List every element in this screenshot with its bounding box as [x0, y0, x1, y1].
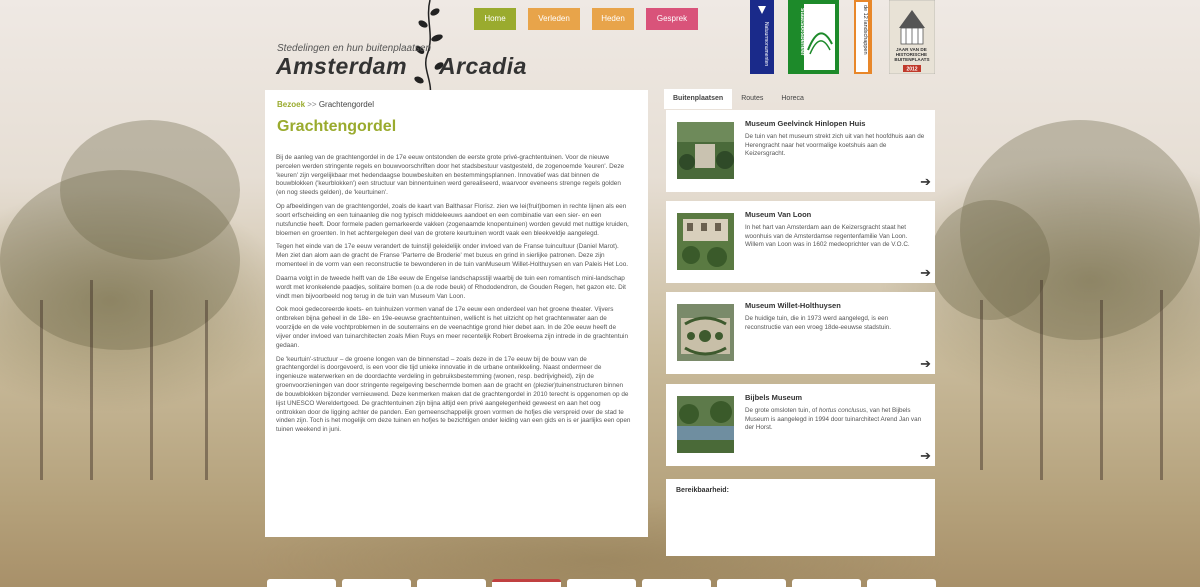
card-title: Bijbels Museum — [745, 393, 803, 402]
landschappen-banner[interactable] — [854, 0, 872, 74]
arrow-right-icon[interactable]: ➔ — [920, 265, 931, 280]
sidebar-tabs — [664, 89, 813, 109]
footer-tab[interactable] — [792, 579, 861, 587]
article-paragraph: Op afbeeldingen van de grachtengordel, zoals de kaart van Balthasar Florisz. zien we lei(fruit)bomen in rechte lijnen als een soort erfscheiding en een tuinaanleg die nog typisch middeleeuws aandoet en een combinatie van een sier- en een nutsfunctie heeft. Door formele paden gemarkeerde vakken (zogenaamde knopentuinen) worden gevuld met nuttige kruiden, bloemen en groenten. In het achtergelegen deel van de grotere keurtuinen wordt vaak een bleekveldje aangelegd. — [276, 203, 629, 237]
breadcrumb-separator: >> — [307, 100, 317, 109]
banner-year: 2012 — [906, 66, 918, 73]
nav-gesprek-button[interactable]: Gesprek — [646, 8, 698, 30]
arrow-right-icon[interactable]: ➔ — [920, 174, 931, 189]
svg-text:JAAR VAN DE HISTORISCHE: JAAR VAN DE HISTORISCHE BUITENPLAATS — [894, 47, 930, 62]
accessibility-label: Bereikbaarheid: — [676, 487, 729, 494]
garden-photo-thumbnail — [677, 304, 734, 361]
card-geelvinck[interactable] — [666, 110, 935, 192]
breadcrumb-current: Grachtengordel — [318, 100, 374, 109]
breadcrumb — [277, 100, 374, 109]
card-text: De grote omsloten tuin, of hortus conclusus, van het Bijbels Museum is aangelegd in 1994 door tuinarchitect Arend Jan van der Horst. — [745, 407, 922, 431]
article-paragraph: Daarna volgt in de tweede helft van de 18e eeuw de Engelse landschapsstijl waarbij de tuin een romantisch mini-landschap wordt met kronkelende paadjes, solitaire bomen (o.a de rode beuk) of Rhododendron, de Gouden Regen, het gazon etc. Dit vindt men bijvoorbeeld nog terug in de tuin van Museum Van Loon. — [276, 274, 626, 300]
article-paragraph: Bij de aanleg van de grachtengordel in de 17e eeuw ontstonden de eerste grote privé-grachtentuinen. Voor de nieuwe percelen werden stringente regels en bouwvoorschriften door het stadsbestuur vastgesteld, de zogenoemde 'keuren'. Deze 'keuren' zijn vergelijkbaar met hedendaagse bouwbesluiten en bestemmingsplannen. Innovatief was dat binnen de bouwblokken ('keurblokken') een structuur van binnentuinen werd gerealiseerd, waarvoor eveneens strenge regels golden (en nog steeds gelden), de 'keurtuinen'. — [276, 154, 625, 197]
card-van-loon[interactable] — [666, 201, 935, 283]
tab-horeca[interactable]: Horeca — [781, 95, 804, 102]
garden-photo-thumbnail — [677, 122, 734, 179]
historische-buitenplaats-banner[interactable] — [889, 0, 935, 74]
footer-tab[interactable] — [342, 579, 411, 587]
breadcrumb-link-bezoek[interactable]: Bezoek — [277, 100, 306, 109]
nav-home-button[interactable]: Home — [474, 8, 516, 30]
natuurmonumenten-label: Natuurmonumenten — [763, 22, 769, 67]
natuurmonumenten-banner[interactable] — [750, 0, 774, 74]
card-text: De huidige tuin, die in 1973 werd aangelegd, is een reconstructie van een vroeg 18de-eeuwse stadstuin. — [745, 315, 891, 331]
article-paragraph: Ook mooi gedecoreerde koets- en tuinhuizen vormen vanaf de 17e eeuw een onderdeel van het groene theater. Vijvers ontbreken bijna geheel in de 18e- en 19e-eeuwse grachtentuinen, wellicht is het uitzicht op het grachtenwater aan de voorzijde en de vele vochtproblemen in de souterrains en de veenachtige grond hier debet aan. In de 20e eeuw heeft de vijver onder invloed van tuinarchitecten zoals Mien Ruys en meer recentelijk Robert Broekema zijn intrede in de grachtentuin gedaan. — [276, 306, 629, 349]
card-title: Museum Willet-Holthuysen — [745, 301, 841, 310]
card-title: Museum Van Loon — [745, 210, 812, 219]
article-paragraph: Tegen het einde van de 17e eeuw verandert de tuinstijl geleidelijk onder invloed van de Franse tuincultuur (Daniel Marot). Men ziet dan alom aan de gracht de Franse 'Parterre de Broderie' met buxus en grind in sierlijke patronen. Deze zijn momenteel in de vorm van een reconstructie te bewonderen in de tuin vanMuseum Willet-Holthuysen en van Paleis Het Loo. — [276, 243, 629, 269]
footer-tabs — [267, 579, 936, 587]
accessibility-panel — [666, 479, 935, 556]
page-title: Grachtengordel — [277, 118, 397, 135]
staatsbosbeheer-label: staatsbosbeheer — [799, 8, 805, 56]
arrow-right-icon[interactable]: ➔ — [920, 356, 931, 371]
article-paragraph: De 'keurtuin'-structuur – de groene longen van de binnenstad – zoals deze in de 17e eeuw bij de bouw van de grachtengordel is doorgevoerd, is een voor die tijd unieke innovatie in de urbane ontwikkeling. Naast ondermeer de ingenieuze waterwerken en de doordachte verdeling in gebruiksbestemming (wonen, resp. bedrijvigheid), zijn de groenvoorzieningen van door stringente regelgeving beschermde bomen aan de gracht en (plezier)tuinenstructuren binnen de bouwblokken bijzonder vernieuwend. Deze kenmerken maken dat de grachtengordel in 2010 terecht is opgenomen op de lijst UNESCO Wereldertgoed. De grachtentuinen zijn bijna altijd een privé aangelegenheid geweest en aan het oog onttrokken door de ligging achter de panden. Een gemeenschappelijk groen vormen de hofjes die verspreid over de stad te vinden zijn. Toch is het mogelijk om deze tuinen en hofjes te bezichtigen onder leiding van een gids en is er jaarlijks een open tuinen weekend in juni. — [276, 355, 631, 434]
nav-verleden-button[interactable]: Verleden — [528, 8, 580, 30]
footer-tab[interactable] — [567, 579, 636, 587]
footer-tab[interactable] — [492, 579, 561, 587]
garden-photo-thumbnail — [677, 396, 734, 453]
site-title-right[interactable]: Arcadia — [439, 53, 527, 79]
site-title-left[interactable]: Amsterdam — [276, 53, 408, 79]
site-tagline: Stedelingen en hun buitenplaatsen — [277, 43, 432, 54]
footer-tab[interactable] — [867, 579, 936, 587]
article-body — [276, 154, 631, 440]
card-willet-holthuysen[interactable] — [666, 292, 935, 374]
card-bijbels-museum[interactable] — [666, 384, 935, 466]
card-text: De tuin van het museum strekt zich uit van het hoofdhuis aan de Herengracht naar het voormalige koetshuis aan de Keizersgracht. — [745, 133, 925, 157]
card-text: In het hart van Amsterdam aan de Keizersgracht staat het woonhuis van de Amsterdamse regentenfamilie Van Loon. Willem van Loon was in 1602 medeoprichter van de V.O.C. — [745, 224, 910, 248]
footer-tab[interactable] — [642, 579, 711, 587]
landschappen-label: de 12 landschappen — [862, 5, 868, 55]
tab-buitenplaatsen[interactable]: Buitenplaatsen — [664, 89, 732, 109]
staatsbosbeheer-banner[interactable] — [788, 0, 839, 74]
tab-routes[interactable]: Routes — [741, 95, 764, 102]
footer-tab[interactable] — [267, 579, 336, 587]
footer-tab[interactable] — [417, 579, 486, 587]
card-title: Museum Geelvinck Hinlopen Huis — [745, 119, 866, 128]
garden-photo-thumbnail — [677, 213, 734, 270]
arrow-right-icon[interactable]: ➔ — [920, 448, 931, 463]
footer-tab[interactable] — [717, 579, 786, 587]
nav-heden-button[interactable]: Heden — [592, 8, 634, 30]
main-content — [265, 90, 648, 537]
main-nav — [474, 8, 698, 30]
